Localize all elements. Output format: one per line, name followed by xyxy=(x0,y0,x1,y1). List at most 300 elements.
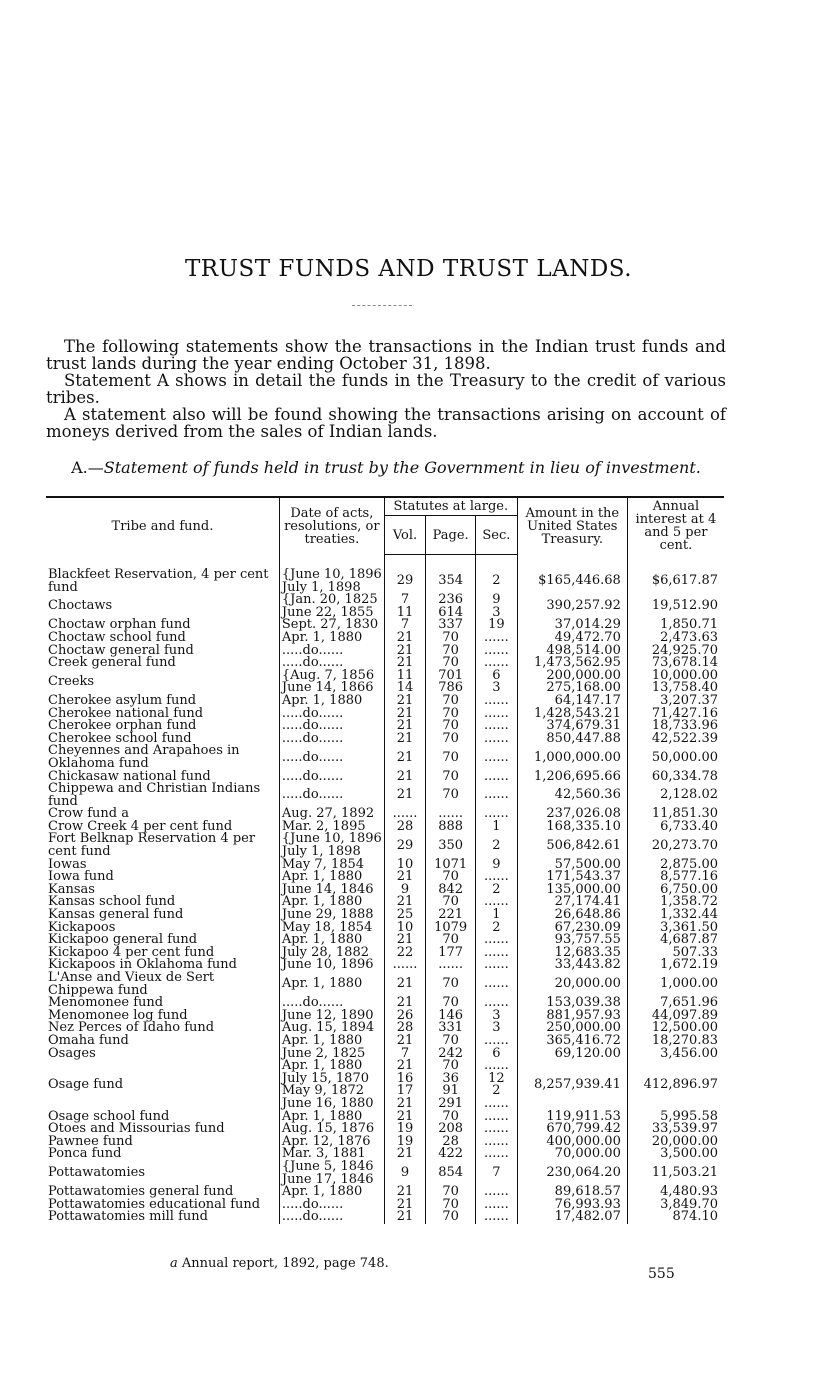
cell-sec: 2 xyxy=(476,884,518,897)
cell-tribe: Kickapoos in Oklahoma fund xyxy=(48,957,237,973)
cell-date: May 18, 1854 xyxy=(279,922,384,935)
cell-page: 28 xyxy=(426,1136,476,1149)
cell-interest: 5,995.58 xyxy=(627,1111,724,1124)
cell-sec: 2 xyxy=(476,569,518,594)
cell-amount: 171,543.37 xyxy=(517,871,627,884)
cell-interest: 874.10 xyxy=(627,1211,724,1224)
header-statutes: Statutes at large. xyxy=(384,497,517,516)
cell-sec: ...... xyxy=(476,947,518,960)
cell-amount: 881,957.93 xyxy=(517,1010,627,1023)
cell-amount: 12,683.35 xyxy=(517,947,627,960)
table-row xyxy=(46,1123,724,1136)
cell-sec: ...... xyxy=(476,1123,518,1136)
cell-interest: 44,097.89 xyxy=(627,1010,724,1023)
table-row xyxy=(46,1048,724,1061)
header-tribe: Tribe and fund. xyxy=(46,497,279,555)
cell-sec: ...... xyxy=(476,771,518,784)
cell-date: {Aug. 7, 1856 June 14, 1866 xyxy=(279,670,384,695)
cell-vol: 21 xyxy=(384,783,425,808)
cell-sec: ...... xyxy=(476,959,518,972)
cell-page: 70 xyxy=(426,1111,476,1124)
cell-date: June 2, 1825 xyxy=(279,1048,384,1061)
table-row xyxy=(46,1136,724,1149)
cell-sec: ...... xyxy=(476,1186,518,1199)
table-row xyxy=(46,1022,724,1035)
cell-interest: 24,925.70 xyxy=(627,645,724,658)
cell-vol: 21 xyxy=(384,871,425,884)
cell-amount: 70,000.00 xyxy=(517,1148,627,1161)
cell-sec: ...... xyxy=(476,871,518,884)
cell-date: Apr. 1, 1880 xyxy=(279,1035,384,1048)
table-row xyxy=(46,909,724,922)
cell-sec: ...... xyxy=(476,997,518,1010)
cell-date: Apr. 1, 1880 xyxy=(279,972,384,997)
cell-interest: 50,000.00 xyxy=(627,745,724,770)
statement-caption xyxy=(46,458,726,477)
cell-amount: 1,428,543.21 xyxy=(517,708,627,721)
cell-vol: 21 xyxy=(384,720,425,733)
cell-tribe: Cheyennes and Arapahoes in Oklahoma fund xyxy=(48,743,240,771)
title-divider xyxy=(352,305,412,306)
cell-date: June 14, 1846 xyxy=(279,884,384,897)
cell-page: 70 xyxy=(426,871,476,884)
footnote-mark: a xyxy=(170,1256,178,1271)
cell-vol: 9 xyxy=(384,884,425,897)
table-row xyxy=(46,1148,724,1161)
footnote xyxy=(170,1256,389,1271)
cell-vol: 21 xyxy=(384,745,425,770)
cell-tribe: Choctaw orphan fund xyxy=(48,617,191,633)
cell-amount: 200,000.00 275,168.00 xyxy=(517,670,627,695)
cell-vol: 21 xyxy=(384,1186,425,1199)
cell-tribe: Kickapoo general fund xyxy=(48,932,198,948)
cell-interest: 6,733.40 xyxy=(627,821,724,834)
cell-amount: 64,147.17 xyxy=(517,695,627,708)
cell-vol: 29 xyxy=(384,833,425,858)
cell-sec: 2 xyxy=(476,833,518,858)
cell-page: ...... xyxy=(426,959,476,972)
cell-sec: ...... xyxy=(476,708,518,721)
cell-page: 70 xyxy=(426,771,476,784)
cell-interest: 2,473.63 xyxy=(627,632,724,645)
cell-tribe: Crow Creek 4 per cent fund xyxy=(48,818,233,834)
cell-vol: 21 xyxy=(384,695,425,708)
cell-sec: ...... xyxy=(476,695,518,708)
cell-vol: 19 xyxy=(384,1136,425,1149)
cell-tribe: Blackfeet Reservation, 4 per cent fund xyxy=(48,567,269,595)
intro-paragraph-2: Statement A shows in detail the funds in the Treasury to the credit of various tribes. xyxy=(46,371,726,407)
cell-vol: 19 xyxy=(384,1123,425,1136)
cell-sec: ...... xyxy=(476,657,518,670)
intro-paragraph-3: A statement also will be found showing the transactions arising on account of moneys derived from the sales of Indian lands. xyxy=(46,405,726,441)
cell-amount: 153,039.38 xyxy=(517,997,627,1010)
header-date: Date of acts, resolutions, or treaties. xyxy=(279,497,384,555)
cell-sec: 9 3 xyxy=(476,594,518,619)
cell-amount: 850,447.88 xyxy=(517,733,627,746)
cell-vol: 7 11 xyxy=(384,594,425,619)
cell-tribe: Kansas general fund xyxy=(48,907,184,923)
cell-page: 70 xyxy=(426,1035,476,1048)
cell-sec: 2 xyxy=(476,922,518,935)
cell-amount: 670,799.42 xyxy=(517,1123,627,1136)
cell-vol: 11 14 xyxy=(384,670,425,695)
cell-vol: 21 xyxy=(384,1211,425,1224)
cell-sec: ...... xyxy=(476,934,518,947)
cell-interest: 11,851.30 xyxy=(627,808,724,821)
cell-page: 70 xyxy=(426,708,476,721)
cell-page: 1079 xyxy=(426,922,476,935)
cell-vol: 22 xyxy=(384,947,425,960)
cell-date: Apr. 1, 1880 xyxy=(279,1186,384,1199)
cell-tribe: Kickapoo 4 per cent fund xyxy=(48,944,215,960)
cell-vol: 10 xyxy=(384,859,425,872)
cell-page: 70 xyxy=(426,632,476,645)
cell-amount: 365,416.72 xyxy=(517,1035,627,1048)
cell-amount: 374,679.31 xyxy=(517,720,627,733)
cell-sec: ...... xyxy=(476,1136,518,1149)
cell-interest: 3,849.70 xyxy=(627,1199,724,1212)
cell-amount: 93,757.55 xyxy=(517,934,627,947)
cell-tribe: Pottawatomies educational fund xyxy=(48,1196,261,1212)
table-row xyxy=(46,859,724,872)
cell-vol: 21 xyxy=(384,1035,425,1048)
cell-page: 842 xyxy=(426,884,476,897)
cell-page: 70 xyxy=(426,745,476,770)
cell-amount: 89,618.57 xyxy=(517,1186,627,1199)
cell-interest: 2,128.02 xyxy=(627,783,724,808)
cell-interest: 10,000.00 13,758.40 xyxy=(627,670,724,695)
cell-interest: 3,456.00 xyxy=(627,1048,724,1061)
cell-tribe: Choctaw general fund xyxy=(48,642,194,658)
cell-page: 331 xyxy=(426,1022,476,1035)
cell-amount: 17,482.07 xyxy=(517,1211,627,1224)
cell-page: 70 36 91 291 xyxy=(426,1060,476,1110)
caption-title: Statement of funds held in trust by the Government in lieu of investment. xyxy=(103,458,701,477)
cell-tribe: Otoes and Missourias fund xyxy=(48,1121,225,1137)
cell-date: .....do...... xyxy=(279,783,384,808)
cell-amount: $165,446.68 xyxy=(517,569,627,594)
cell-sec: ...... xyxy=(476,972,518,997)
cell-tribe: Osage fund xyxy=(48,1077,124,1093)
cell-interest: 3,500.00 xyxy=(627,1148,724,1161)
cell-amount: 26,648.86 xyxy=(517,909,627,922)
cell-date: Apr. 1, 1880 xyxy=(279,896,384,909)
cell-page: 70 xyxy=(426,1211,476,1224)
cell-amount: 506,842.61 xyxy=(517,833,627,858)
cell-interest: 1,332.44 xyxy=(627,909,724,922)
cell-date: June 12, 1890 xyxy=(279,1010,384,1023)
header-interest: Annual interest at 4 and 5 per cent. xyxy=(627,497,724,555)
page-number: 555 xyxy=(648,1266,675,1282)
footnote-text: Annual report, 1892, page 748. xyxy=(177,1256,389,1271)
cell-page: 70 xyxy=(426,896,476,909)
table-row xyxy=(46,657,724,670)
cell-interest: 4,480.93 xyxy=(627,1186,724,1199)
cell-tribe: Osages xyxy=(48,1045,96,1061)
cell-tribe: Pawnee fund xyxy=(48,1133,133,1149)
caption-prefix: A.— xyxy=(71,458,104,477)
header-sec: Sec. xyxy=(476,516,518,555)
table-row xyxy=(46,871,724,884)
cell-date: May 7, 1854 xyxy=(279,859,384,872)
cell-tribe: Creeks xyxy=(48,674,95,690)
cell-amount: 230,064.20 xyxy=(517,1161,627,1186)
cell-amount: 1,000,000.00 xyxy=(517,745,627,770)
cell-interest: 33,539.97 xyxy=(627,1123,724,1136)
cell-amount: 498,514.00 xyxy=(517,645,627,658)
cell-sec: ...... xyxy=(476,632,518,645)
cell-interest: 1,672.19 xyxy=(627,959,724,972)
table-row xyxy=(46,1060,724,1110)
cell-date: .....do...... xyxy=(279,708,384,721)
cell-tribe: Chippewa and Christian Indians fund xyxy=(48,781,261,809)
cell-date: June 29, 1888 xyxy=(279,909,384,922)
cell-page: 221 xyxy=(426,909,476,922)
cell-interest: 11,503.21 xyxy=(627,1161,724,1186)
cell-sec: 6 3 xyxy=(476,670,518,695)
cell-vol: 21 xyxy=(384,1199,425,1212)
cell-interest: 20,273.70 xyxy=(627,833,724,858)
cell-tribe: Cherokee school fund xyxy=(48,730,192,746)
cell-tribe: Nez Perces of Idaho fund xyxy=(48,1020,215,1036)
cell-tribe: Choctaws xyxy=(48,598,113,614)
cell-tribe: Chickasaw national fund xyxy=(48,768,211,784)
cell-tribe: Kickapoos xyxy=(48,919,116,935)
page-title: TRUST FUNDS AND TRUST LANDS. xyxy=(184,256,633,282)
table-row xyxy=(46,745,724,770)
cell-vol: 7 xyxy=(384,1048,425,1061)
cell-sec: ...... xyxy=(476,1211,518,1224)
cell-tribe: Iowas xyxy=(48,856,87,872)
cell-vol: 21 xyxy=(384,708,425,721)
cell-date: Apr. 1, 1880 xyxy=(279,871,384,884)
cell-interest: 18,270.83 xyxy=(627,1035,724,1048)
cell-amount: 390,257.92 xyxy=(517,594,627,619)
cell-amount: 37,014.29 xyxy=(517,619,627,632)
cell-date: Apr. 1, 1880 xyxy=(279,1111,384,1124)
table-row xyxy=(46,594,724,619)
cell-vol: 21 xyxy=(384,733,425,746)
table-row xyxy=(46,1211,724,1224)
intro-paragraph-1: The following statements show the transactions in the Indian trust funds and trust lands during the year ending October 31, 1898. xyxy=(46,337,726,373)
cell-sec: ...... xyxy=(476,783,518,808)
cell-interest: 1,850.71 xyxy=(627,619,724,632)
header-page: Page. xyxy=(426,516,476,555)
cell-page: 70 xyxy=(426,972,476,997)
cell-tribe: Omaha fund xyxy=(48,1032,129,1048)
cell-vol: 28 xyxy=(384,1022,425,1035)
cell-tribe: Creek general fund xyxy=(48,655,176,671)
cell-vol: 21 xyxy=(384,997,425,1010)
cell-interest: 8,577.16 xyxy=(627,871,724,884)
cell-amount: 27,174.41 xyxy=(517,896,627,909)
cell-tribe: Ponca fund xyxy=(48,1146,122,1162)
cell-page: 70 xyxy=(426,1186,476,1199)
cell-interest: 3,361.50 xyxy=(627,922,724,935)
cell-amount: 237,026.08 xyxy=(517,808,627,821)
cell-sec: ...... xyxy=(476,645,518,658)
cell-interest: 60,334.78 xyxy=(627,771,724,784)
cell-amount: 119,911.53 xyxy=(517,1111,627,1124)
cell-interest: 3,207.37 xyxy=(627,695,724,708)
cell-interest: 12,500.00 xyxy=(627,1022,724,1035)
cell-date: Apr. 1, 1880 July 15, 1870 May 9, 1872 June 16, 1880 xyxy=(279,1060,384,1110)
cell-page: 888 xyxy=(426,821,476,834)
table-row xyxy=(46,1035,724,1048)
cell-tribe: Fort Belknap Reservation 4 per cent fund xyxy=(48,831,256,860)
cell-amount: 250,000.00 xyxy=(517,1022,627,1035)
cell-sec: ...... xyxy=(476,733,518,746)
cell-page: 1071 xyxy=(426,859,476,872)
cell-tribe: Choctaw school fund xyxy=(48,629,186,645)
cell-sec: ...... 12 2 ...... xyxy=(476,1060,518,1110)
cell-interest: 7,651.96 xyxy=(627,997,724,1010)
table-body xyxy=(46,555,724,1224)
cell-page: ...... xyxy=(426,808,476,821)
cell-page: 422 xyxy=(426,1148,476,1161)
table-row xyxy=(46,833,724,858)
cell-vol: 29 xyxy=(384,569,425,594)
cell-interest: 18,733.96 xyxy=(627,720,724,733)
cell-date: Apr. 1, 1880 xyxy=(279,632,384,645)
cell-date: Mar. 3, 1881 xyxy=(279,1148,384,1161)
cell-page: 70 xyxy=(426,720,476,733)
cell-interest: 20,000.00 xyxy=(627,1136,724,1149)
cell-tribe: Cherokee national fund xyxy=(48,705,204,721)
cell-vol: 21 xyxy=(384,645,425,658)
cell-interest: 2,875.00 xyxy=(627,859,724,872)
cell-amount: 135,000.00 xyxy=(517,884,627,897)
cell-interest: 1,000.00 xyxy=(627,972,724,997)
cell-amount: 1,473,562.95 xyxy=(517,657,627,670)
cell-page: 236 614 xyxy=(426,594,476,619)
cell-date: .....do...... xyxy=(279,745,384,770)
cell-interest: 71,427.16 xyxy=(627,708,724,721)
cell-tribe: Menomonee log fund xyxy=(48,1007,188,1023)
cell-vol: ...... xyxy=(384,959,425,972)
cell-vol: 28 xyxy=(384,821,425,834)
cell-vol: 21 xyxy=(384,1111,425,1124)
cell-date: .....do...... xyxy=(279,1199,384,1212)
cell-date: .....do...... xyxy=(279,733,384,746)
cell-page: 70 xyxy=(426,1199,476,1212)
cell-sec: ...... xyxy=(476,1035,518,1048)
cell-vol: 21 xyxy=(384,1148,425,1161)
cell-page: 354 xyxy=(426,569,476,594)
cell-date: July 28, 1882 xyxy=(279,947,384,960)
cell-date: {June 10, 1896 July 1, 1898 xyxy=(279,569,384,594)
cell-date: Aug. 15, 1894 xyxy=(279,1022,384,1035)
cell-date: Aug. 27, 1892 xyxy=(279,808,384,821)
cell-tribe: L'Anse and Vieux de Sert Chippewa fund xyxy=(48,970,215,998)
cell-tribe: Iowa fund xyxy=(48,869,114,885)
table-row xyxy=(46,1161,724,1186)
cell-date: June 10, 1896 xyxy=(279,959,384,972)
cell-date: .....do...... xyxy=(279,720,384,733)
cell-date: Mar. 2, 1895 xyxy=(279,821,384,834)
cell-date: Apr. 1, 1880 xyxy=(279,695,384,708)
cell-vol: 21 xyxy=(384,934,425,947)
cell-page: 70 xyxy=(426,997,476,1010)
cell-amount: 400,000.00 xyxy=(517,1136,627,1149)
cell-page: 70 xyxy=(426,657,476,670)
cell-amount: 20,000.00 xyxy=(517,972,627,997)
cell-interest: 19,512.90 xyxy=(627,594,724,619)
cell-vol: 10 xyxy=(384,922,425,935)
cell-interest: 1,358.72 xyxy=(627,896,724,909)
cell-date: .....do...... xyxy=(279,645,384,658)
trust-funds-table xyxy=(46,496,724,1224)
cell-page: 70 xyxy=(426,645,476,658)
cell-amount: 168,335.10 xyxy=(517,821,627,834)
cell-interest: 6,750.00 xyxy=(627,884,724,897)
cell-interest: 4,687.87 xyxy=(627,934,724,947)
cell-amount: 8,257,939.41 xyxy=(517,1060,627,1110)
cell-vol: 21 xyxy=(384,632,425,645)
cell-date: .....do...... xyxy=(279,1211,384,1224)
cell-interest: 42,522.39 xyxy=(627,733,724,746)
cell-page: 70 xyxy=(426,934,476,947)
cell-vol: ...... xyxy=(384,808,425,821)
cell-amount: 33,443.82 xyxy=(517,959,627,972)
cell-sec: ...... xyxy=(476,896,518,909)
table-row xyxy=(46,972,724,997)
cell-page: 701 786 xyxy=(426,670,476,695)
cell-amount: 76,993.93 xyxy=(517,1199,627,1212)
cell-date: .....do...... xyxy=(279,657,384,670)
cell-page: 70 xyxy=(426,733,476,746)
cell-tribe: Menomonee fund xyxy=(48,995,164,1011)
intro-text xyxy=(46,338,726,440)
header-amount: Amount in the United States Treasury. xyxy=(517,497,627,555)
cell-tribe: Cherokee asylum fund xyxy=(48,692,197,708)
cell-vol: 25 xyxy=(384,909,425,922)
header-vol: Vol. xyxy=(384,516,425,555)
cell-date: Sept. 27, 1830 xyxy=(279,619,384,632)
cell-vol: 21 xyxy=(384,896,425,909)
cell-tribe: Cherokee orphan fund xyxy=(48,718,197,734)
cell-sec: 7 xyxy=(476,1161,518,1186)
cell-sec: ...... xyxy=(476,1199,518,1212)
table-row xyxy=(46,670,724,695)
cell-sec: 6 xyxy=(476,1048,518,1061)
cell-page: 146 xyxy=(426,1010,476,1023)
cell-tribe: Pottawatomies mill fund xyxy=(48,1209,208,1225)
cell-interest: 412,896.97 xyxy=(627,1060,724,1110)
cell-vol: 7 xyxy=(384,619,425,632)
cell-date: .....do...... xyxy=(279,997,384,1010)
cell-amount: 69,120.00 xyxy=(517,1048,627,1061)
cell-sec: 9 xyxy=(476,859,518,872)
cell-tribe: Osage school fund xyxy=(48,1108,170,1124)
cell-page: 70 xyxy=(426,695,476,708)
cell-amount: 49,472.70 xyxy=(517,632,627,645)
cell-sec: ...... xyxy=(476,808,518,821)
cell-vol: 21 xyxy=(384,771,425,784)
cell-date: {June 10, 1896 July 1, 1898 xyxy=(279,833,384,858)
cell-interest: $6,617.87 xyxy=(627,569,724,594)
cell-sec: 1 xyxy=(476,909,518,922)
cell-date: {Jan. 20, 1825 June 22, 1855 xyxy=(279,594,384,619)
cell-interest: 73,678.14 xyxy=(627,657,724,670)
cell-page: 70 xyxy=(426,783,476,808)
cell-vol: 26 xyxy=(384,1010,425,1023)
cell-tribe: Pottawatomies general fund xyxy=(48,1184,234,1200)
cell-tribe: Kansas xyxy=(48,881,95,897)
cell-amount: 57,500.00 xyxy=(517,859,627,872)
cell-sec: 3 xyxy=(476,1022,518,1035)
table-row xyxy=(46,569,724,594)
